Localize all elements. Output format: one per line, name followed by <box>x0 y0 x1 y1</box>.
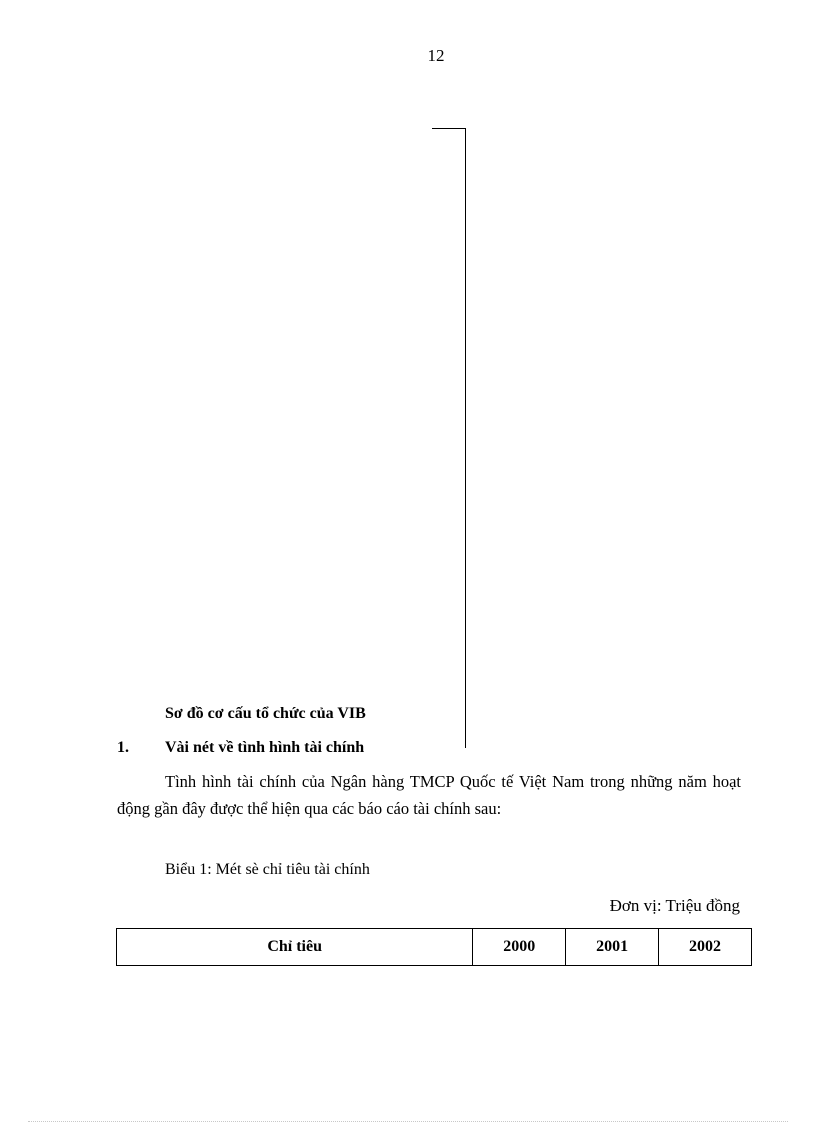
diagram-connector-vertical <box>465 128 466 748</box>
body-paragraph: Tình hình tài chính của Ngân hàng TMCP Quốc tế Việt Nam trong những năm hoạt động gần đây được thể hiện qua các báo cáo tài chính sau: <box>117 772 741 818</box>
page-number: 12 <box>427 46 445 65</box>
unit-label: Đơn vị: Triệu đồng <box>609 896 740 915</box>
diagram-connector-horizontal <box>432 128 466 129</box>
header-2000: 2000 <box>473 929 566 966</box>
diagram-caption: Sơ đồ cơ cấu tổ chức của VIB <box>165 705 366 722</box>
page-bottom-border <box>28 1121 788 1122</box>
table-header-row <box>117 929 752 966</box>
header-2001: 2001 <box>566 929 659 966</box>
header-2002: 2002 <box>659 929 752 966</box>
header-chi-tieu: Chỉ tiêu <box>117 929 473 966</box>
table-title: Biểu 1: Mét sè chỉ tiêu tài chính <box>165 861 370 878</box>
section-number: 1. <box>117 739 129 756</box>
financial-table <box>116 928 752 966</box>
section-title: Vài nét về tình hình tài chính <box>165 739 365 756</box>
